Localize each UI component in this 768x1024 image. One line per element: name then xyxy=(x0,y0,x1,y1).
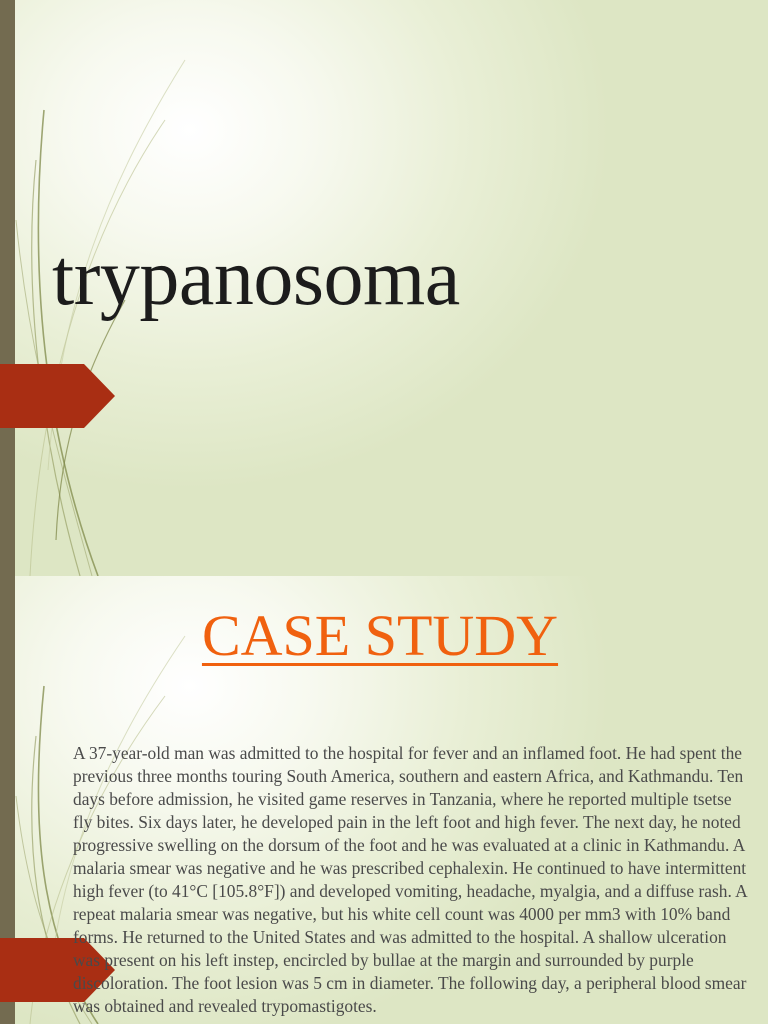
slide-case-study xyxy=(0,576,768,1024)
case-study-body: A 37-year-old man was admitted to the hospital for fever and an inflamed foot. He had spent the previous three months touring South America, southern and eastern Africa, and Kathmandu. Ten days before admission, he visited game reserves in Tanzania, where he reported multiple tsetse fly bites. Six days later, he developed pain in the left foot and high fever. The next day, he noted progressive swelling on the dorsum of the foot and he was evaluated at a clinic in Kathmandu. A malaria smear was negative and he was prescribed cephalexin. He continued to have intermittent high fever (to 41°C [105.8°F]) and developed vomiting, headache, myalgia, and a diffuse rash. A repeat malaria smear was negative, but his white cell count was 4000 per mm3 with 10% band forms. He returned to the United States and was admitted to the hospital. A shallow ulceration was present on his left instep, encircled by bullae at the margin and surrounded by purple discoloration. The foot lesion was 5 cm in diameter. The following day, a peripheral blood smear was obtained and revealed trypomastigotes. xyxy=(73,743,747,1016)
slide-title-text: trypanosoma xyxy=(52,234,460,322)
case-study-heading: CASE STUDY xyxy=(201,603,559,668)
